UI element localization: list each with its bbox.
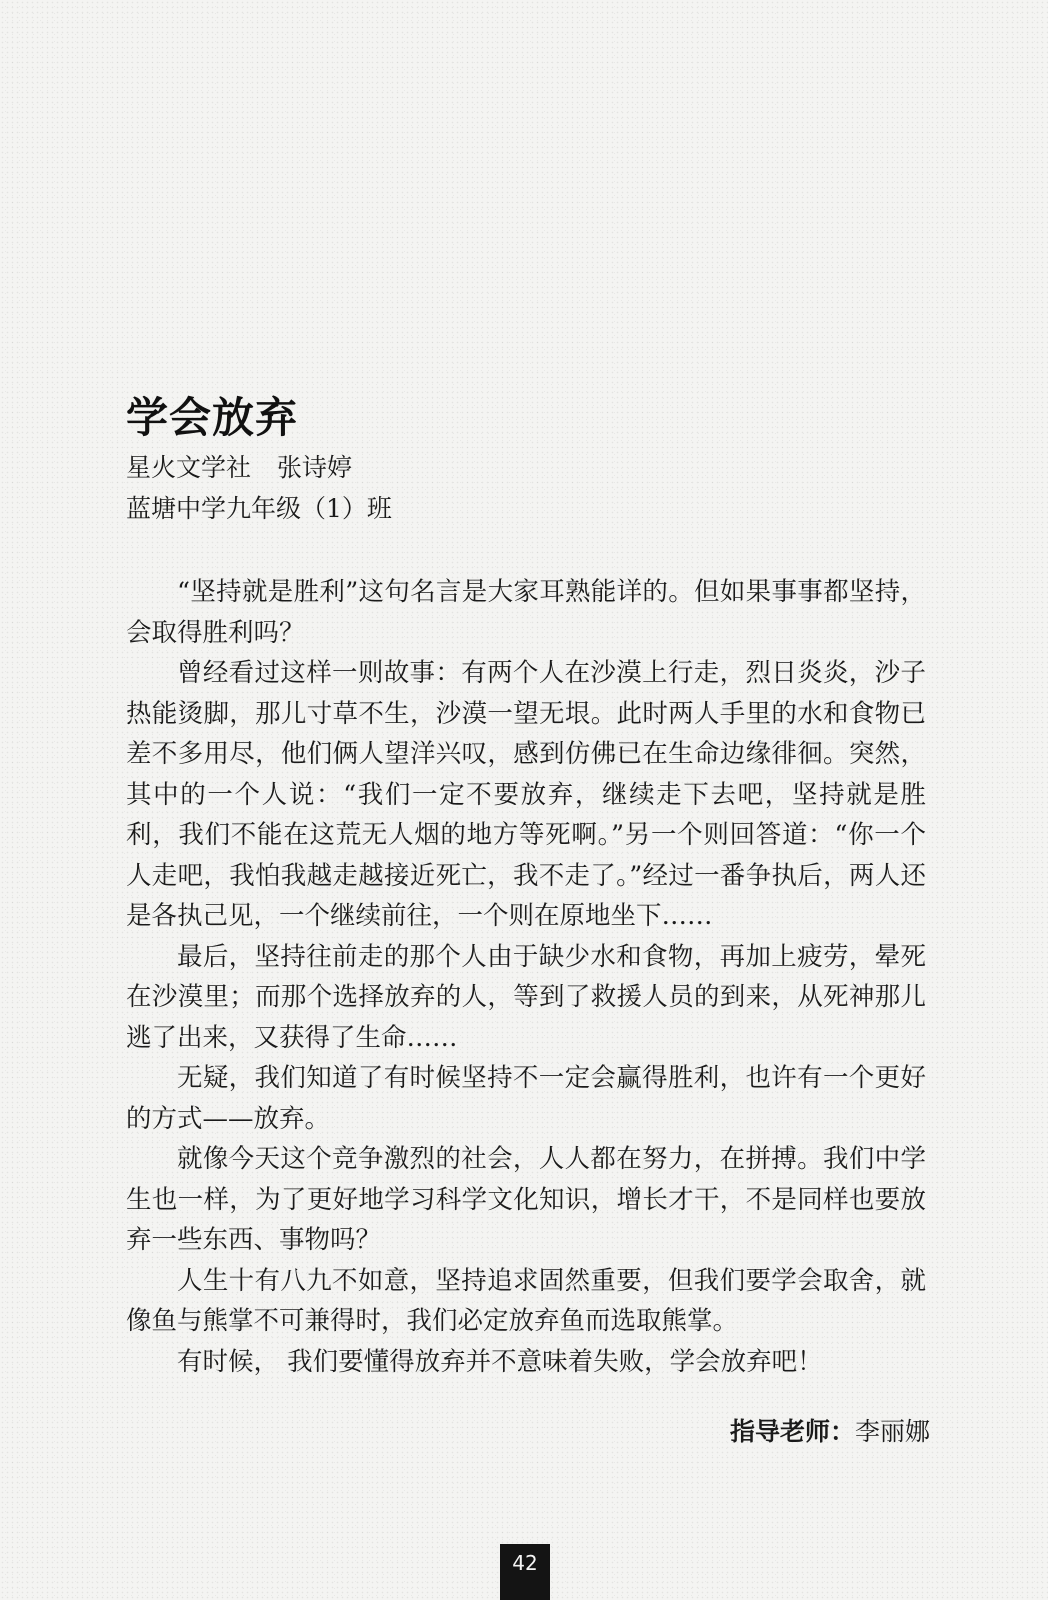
club-name: 星火文学社 xyxy=(126,453,252,482)
teacher-name: 李丽娜 xyxy=(854,1417,930,1446)
paragraph-2: 曾经看过这样一则故事：有两个人在沙漠上行走，烈日炎炎，沙子热能烫脚，那儿寸草不生，沙漠一望无垠。此时两人手里的水和食物已差不多用尽，他们俩人望洋兴叹，感到仿佛已在生命边缘徘徊。突然，其中的一个人说：“我们一定不要放弃，继续走下去吧，坚持就是胜利，我们不能在这荒无人烟的地方等死啊。”另一个则回答道：“你一个人走吧，我怕我越走越接近死亡，我不走了。”经过一番争执后，两人还是各执己见，一个继续前往，一个则在原地坐下…… xyxy=(126,658,926,931)
author-name: 张诗婷 xyxy=(277,453,353,482)
article-body xyxy=(126,572,926,1382)
page-number: 42 xyxy=(500,1544,550,1600)
paragraph-7: 有时候， 我们要懂得放弃并不意味着失败，学会放弃吧！ xyxy=(177,1346,823,1377)
teacher-label: 指导老师： xyxy=(729,1417,855,1446)
teacher-credit xyxy=(730,1416,930,1448)
school-class: 蓝塘中学九年级（1）班 xyxy=(126,494,392,523)
paragraph-1: “坚持就是胜利”这句名言是大家耳熟能详的。但如果事事都坚持，会取得胜利吗？ xyxy=(126,577,926,648)
paragraph-6: 人生十有八九不如意，坚持追求固然重要，但我们要学会取舍，就像鱼与熊掌不可兼得时，我们必定放弃鱼而选取熊掌。 xyxy=(126,1265,926,1336)
paragraph-3: 最后，坚持往前走的那个人由于缺少水和食物，再加上疲劳，晕死在沙漠里；而那个选择放弃的人，等到了救援人员的到来，从死神那儿逃了出来，又获得了生命…… xyxy=(126,941,926,1053)
article-title: 学会放弃 xyxy=(126,393,299,442)
paragraph-5: 就像今天这个竞争激烈的社会，人人都在努力，在拼搏。我们中学生也一样，为了更好地学习科学文化知识，增长才干，不是同样也要放弃一些东西、事物吗？ xyxy=(126,1144,926,1255)
author-byline xyxy=(126,452,352,484)
paragraph-4: 无疑，我们知道了有时候坚持不一定会赢得胜利，也许有一个更好的方式——放弃。 xyxy=(126,1063,926,1134)
